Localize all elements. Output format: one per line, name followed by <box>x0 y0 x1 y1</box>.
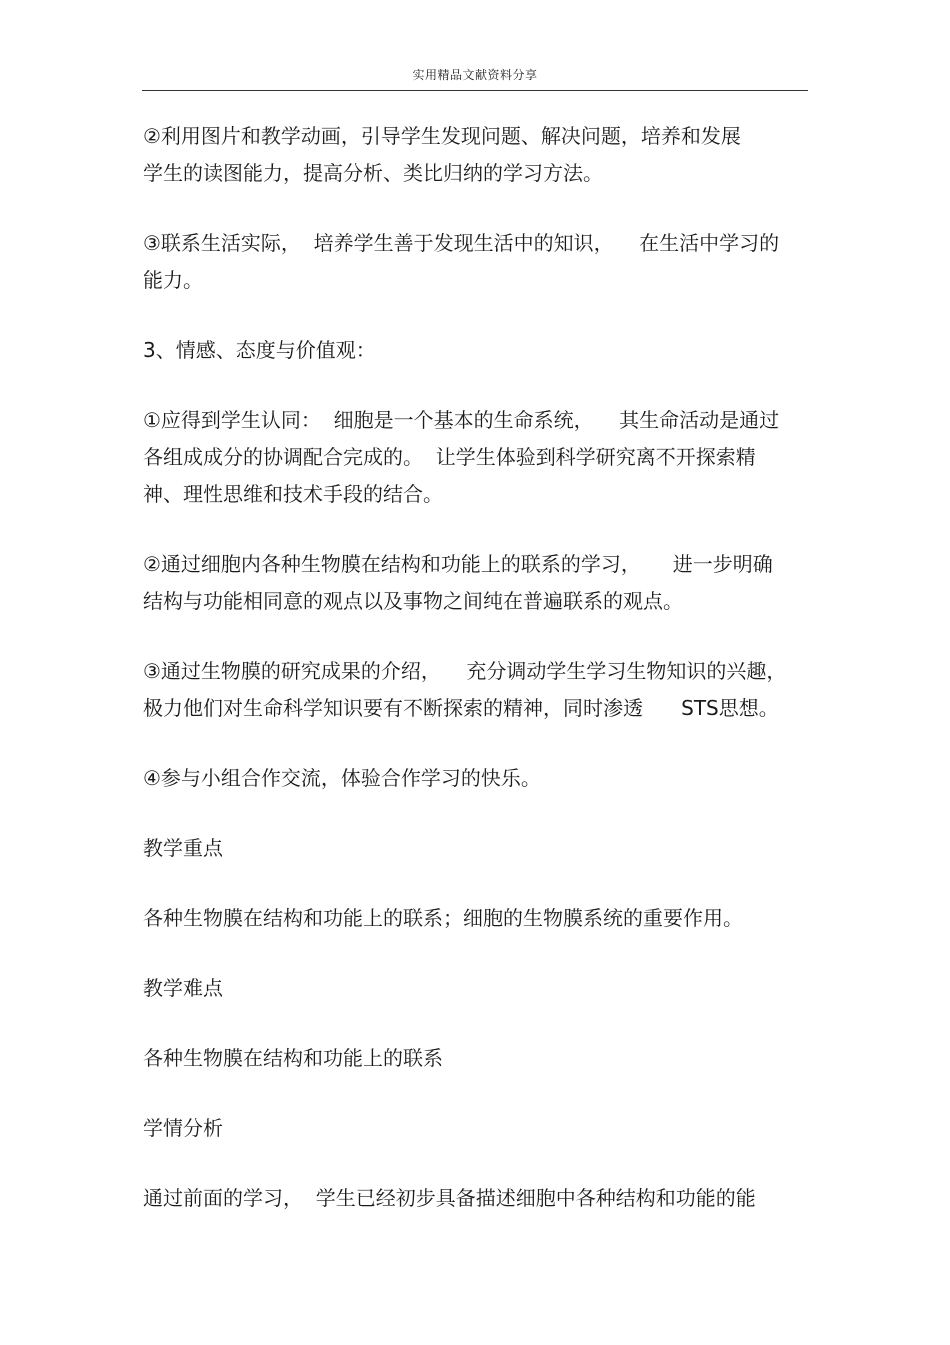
paragraph-skill-3 <box>143 225 813 299</box>
text-line: ③通过生物膜的研究成果的介绍， 充分调动学生学习生物知识的兴趣， <box>143 659 787 683</box>
paragraph-key-points <box>143 900 813 937</box>
text-line: 各种生物膜在结构和功能上的联系；细胞的生物膜系统的重要作用。 <box>143 906 743 930</box>
paragraph-value-3 <box>143 653 813 727</box>
header-divider <box>142 90 808 91</box>
text-line: 学生的读图能力，提高分析、类比归纳的学习方法。 <box>143 161 603 185</box>
paragraph-difficulties <box>143 1040 813 1077</box>
section-heading-difficulties <box>143 970 813 1007</box>
text-line: ②通过细胞内各种生物膜在结构和功能上的联系的学习， 进一步明确 <box>143 552 773 576</box>
paragraph-value-2 <box>143 546 813 620</box>
text-line: 通过前面的学习， 学生已经初步具备描述细胞中各种结构和功能的能 <box>143 1186 756 1210</box>
section-heading-learner-analysis <box>143 1110 813 1147</box>
text-line: ④参与小组合作交流，体验合作学习的快乐。 <box>143 766 541 790</box>
paragraph-value-4 <box>143 760 813 797</box>
paragraph-value-1 <box>143 402 813 513</box>
text-line: 学情分析 <box>143 1116 223 1140</box>
text-line: 各组成成分的协调配合完成的。 让学生体验到科学研究离不开探索精 <box>143 445 756 469</box>
paragraph-learner-analysis <box>143 1180 813 1217</box>
page-header: 实用精品文献资料分享 <box>412 68 538 82</box>
section-heading-key-points <box>143 830 813 867</box>
text-line: 极力他们对生命科学知识要有不断探索的精神，同时渗透 STS思想。 <box>143 696 779 720</box>
text-line: 能力。 <box>143 268 203 292</box>
text-line: ③联系生活实际， 培养学生善于发现生活中的知识， 在生活中学习的 <box>143 231 780 255</box>
text-line: ①应得到学生认同： 细胞是一个基本的生命系统， 其生命活动是通过 <box>143 408 780 432</box>
text-line: 教学重点 <box>143 836 223 860</box>
paragraph-skill-2 <box>143 118 813 192</box>
text-line: 教学难点 <box>143 976 223 1000</box>
section-heading-values <box>143 332 813 369</box>
text-line: ②利用图片和教学动画，引导学生发现问题、解决问题，培养和发展 <box>143 124 741 148</box>
text-line: 3、情感、态度与价值观： <box>143 338 376 362</box>
text-line: 结构与功能相同意的观点以及事物之间纯在普遍联系的观点。 <box>143 589 683 613</box>
document-body <box>143 118 813 1217</box>
text-line: 神、理性思维和技术手段的结合。 <box>143 482 443 506</box>
text-line: 各种生物膜在结构和功能上的联系 <box>143 1046 443 1070</box>
